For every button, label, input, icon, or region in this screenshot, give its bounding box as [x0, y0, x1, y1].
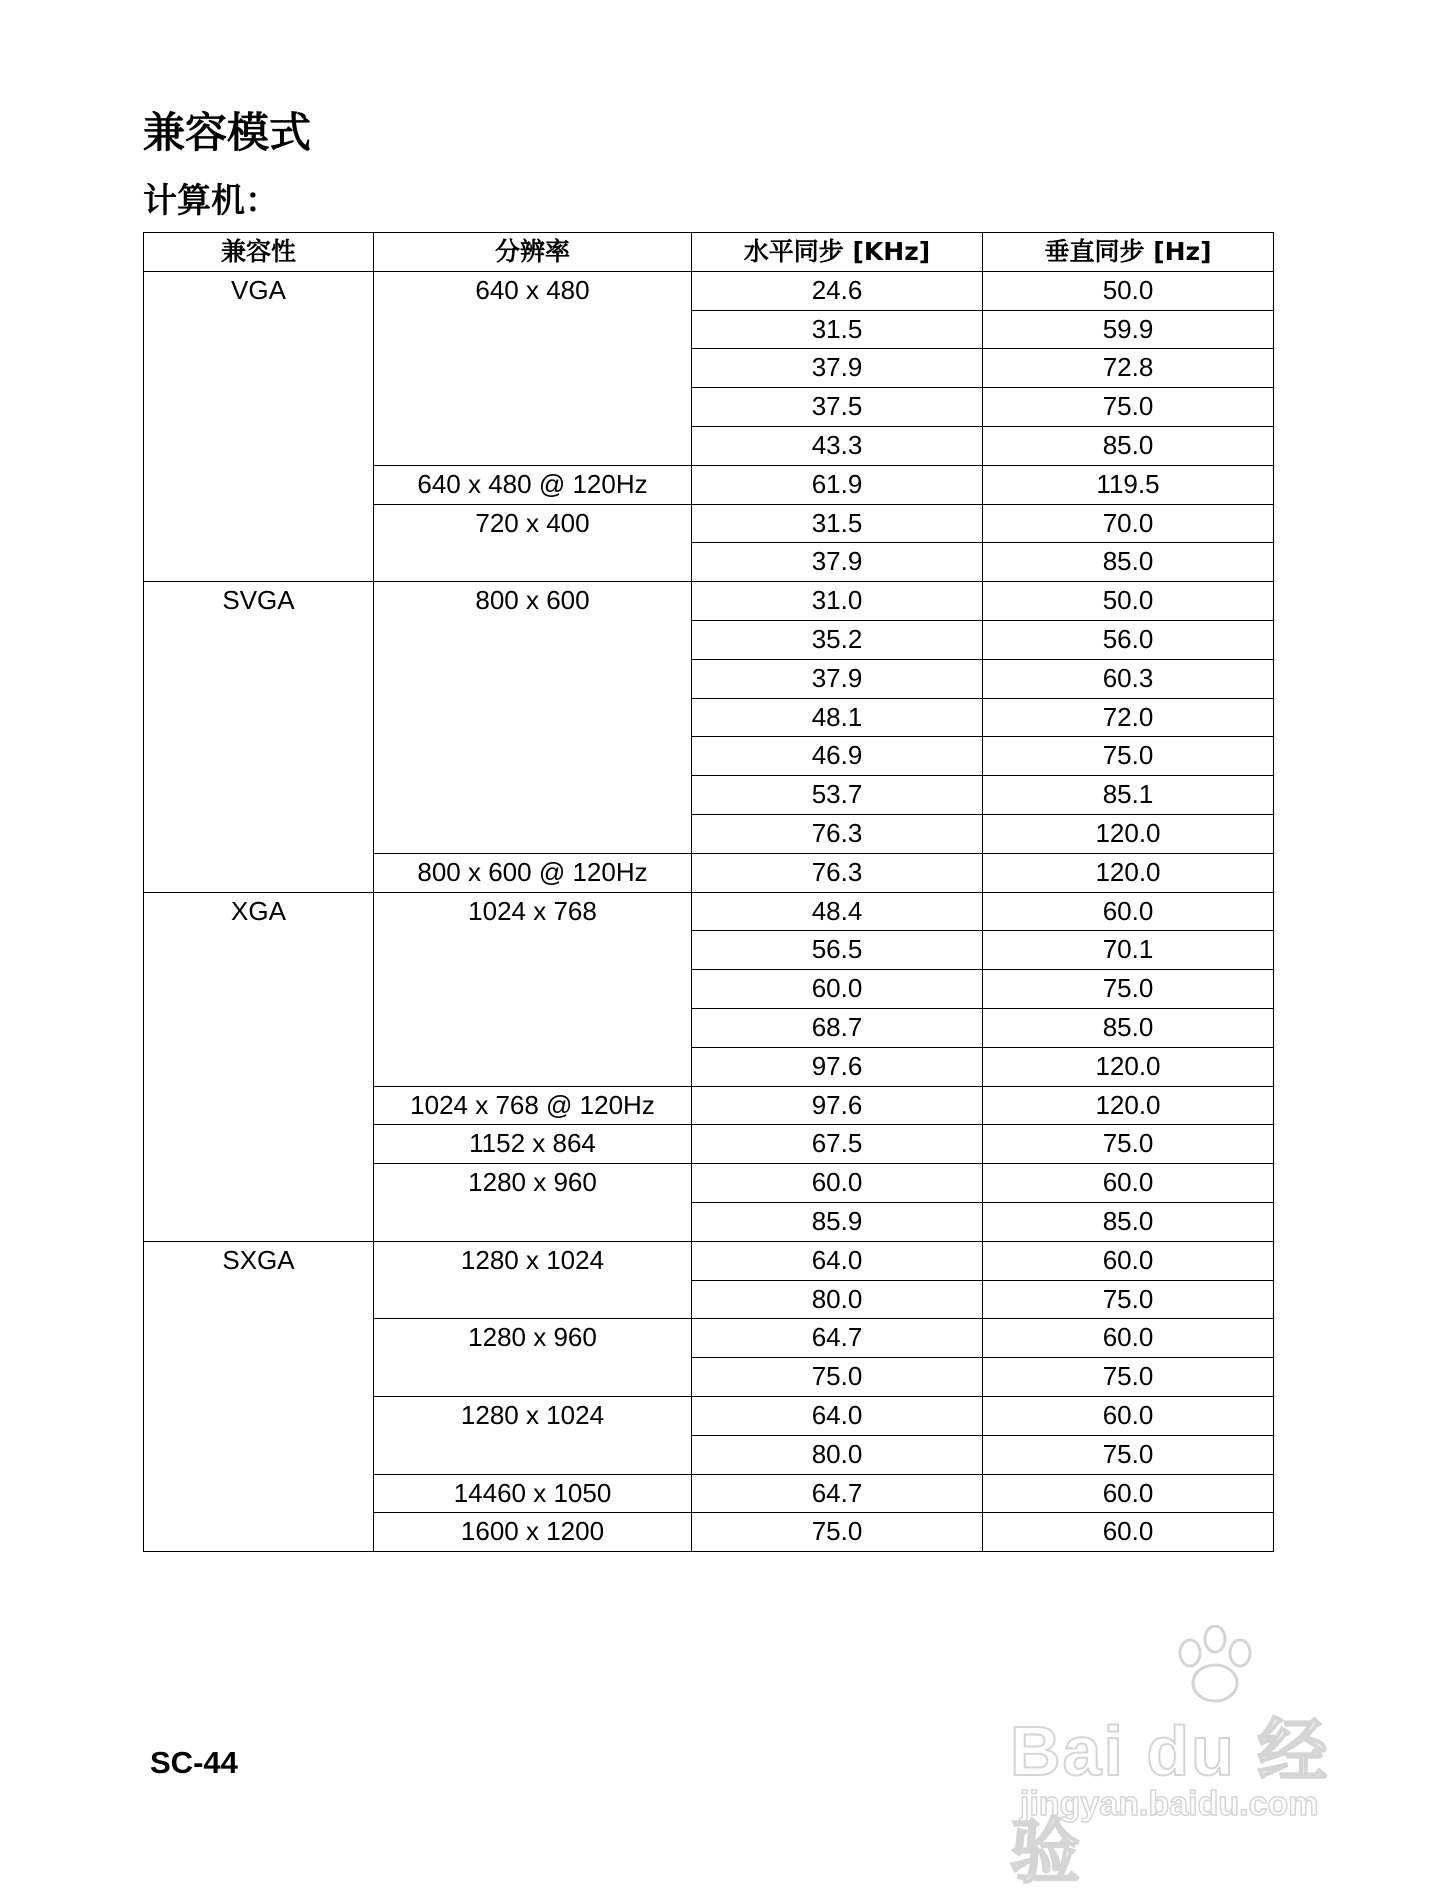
vertical-sync-cell: 75.0 [983, 1358, 1274, 1397]
vertical-sync-cell: 75.0 [983, 1435, 1274, 1474]
horizontal-sync-cell: 60.0 [692, 970, 983, 1009]
vertical-sync-cell: 70.1 [983, 931, 1274, 970]
page-number: SC-44 [150, 1745, 238, 1780]
table-row [144, 582, 1274, 621]
vertical-sync-cell: 120.0 [983, 1047, 1274, 1086]
watermark-brand: Bai du 经验 [1010, 1712, 1330, 1891]
resolution-cell: 640 x 480 [374, 271, 692, 465]
resolution-cell: 1600 x 1200 [374, 1513, 692, 1552]
header-horizontal-sync: 水平同步 [KHz] [692, 233, 983, 272]
vertical-sync-cell: 59.9 [983, 310, 1274, 349]
horizontal-sync-cell: 64.0 [692, 1241, 983, 1280]
horizontal-sync-cell: 97.6 [692, 1047, 983, 1086]
vertical-sync-cell: 120.0 [983, 814, 1274, 853]
horizontal-sync-cell: 53.7 [692, 776, 983, 815]
header-resolution: 分辨率 [374, 233, 692, 272]
vertical-sync-cell: 56.0 [983, 620, 1274, 659]
horizontal-sync-cell: 43.3 [692, 426, 983, 465]
vertical-sync-cell: 72.0 [983, 698, 1274, 737]
horizontal-sync-cell: 31.5 [692, 504, 983, 543]
page-title: 兼容模式 [143, 108, 312, 157]
horizontal-sync-cell: 31.5 [692, 310, 983, 349]
vertical-sync-cell: 120.0 [983, 1086, 1274, 1125]
compatibility-cell: XGA [144, 892, 374, 1241]
vertical-sync-cell: 60.0 [983, 1513, 1274, 1552]
resolution-cell: 1024 x 768 [374, 892, 692, 1086]
horizontal-sync-cell: 75.0 [692, 1513, 983, 1552]
horizontal-sync-cell: 61.9 [692, 465, 983, 504]
horizontal-sync-cell: 48.1 [692, 698, 983, 737]
vertical-sync-cell: 85.1 [983, 776, 1274, 815]
vertical-sync-cell: 60.0 [983, 1319, 1274, 1358]
horizontal-sync-cell: 76.3 [692, 853, 983, 892]
vertical-sync-cell: 60.0 [983, 1396, 1274, 1435]
paw-icon [1160, 1625, 1270, 1705]
vertical-sync-cell: 75.0 [983, 970, 1274, 1009]
vertical-sync-cell: 85.0 [983, 426, 1274, 465]
horizontal-sync-cell: 37.9 [692, 349, 983, 388]
resolution-cell: 1152 x 864 [374, 1125, 692, 1164]
horizontal-sync-cell: 37.5 [692, 388, 983, 427]
resolution-cell: 1024 x 768 @ 120Hz [374, 1086, 692, 1125]
vertical-sync-cell: 75.0 [983, 388, 1274, 427]
horizontal-sync-cell: 68.7 [692, 1008, 983, 1047]
horizontal-sync-cell: 48.4 [692, 892, 983, 931]
horizontal-sync-cell: 37.9 [692, 659, 983, 698]
horizontal-sync-cell: 67.5 [692, 1125, 983, 1164]
vertical-sync-cell: 85.0 [983, 1202, 1274, 1241]
vertical-sync-cell: 60.3 [983, 659, 1274, 698]
horizontal-sync-cell: 76.3 [692, 814, 983, 853]
table-header-row [144, 233, 1274, 272]
horizontal-sync-cell: 60.0 [692, 1164, 983, 1203]
horizontal-sync-cell: 75.0 [692, 1358, 983, 1397]
resolution-cell: 800 x 600 @ 120Hz [374, 853, 692, 892]
horizontal-sync-cell: 64.7 [692, 1319, 983, 1358]
vertical-sync-cell: 75.0 [983, 1125, 1274, 1164]
table-row [144, 1241, 1274, 1280]
table-row [144, 892, 1274, 931]
header-compatibility: 兼容性 [144, 233, 374, 272]
vertical-sync-cell: 85.0 [983, 543, 1274, 582]
baidu-watermark [1010, 1625, 1340, 1891]
table-body [144, 271, 1274, 1551]
resolution-cell: 720 x 400 [374, 504, 692, 582]
vertical-sync-cell: 119.5 [983, 465, 1274, 504]
resolution-cell: 14460 x 1050 [374, 1474, 692, 1513]
horizontal-sync-cell: 46.9 [692, 737, 983, 776]
compatibility-table [143, 232, 1274, 1552]
section-subtitle: 计算机： [143, 181, 279, 221]
horizontal-sync-cell: 97.6 [692, 1086, 983, 1125]
horizontal-sync-cell: 80.0 [692, 1280, 983, 1319]
vertical-sync-cell: 120.0 [983, 853, 1274, 892]
vertical-sync-cell: 75.0 [983, 1280, 1274, 1319]
table-row [144, 271, 1274, 310]
horizontal-sync-cell: 31.0 [692, 582, 983, 621]
horizontal-sync-cell: 85.9 [692, 1202, 983, 1241]
resolution-cell: 640 x 480 @ 120Hz [374, 465, 692, 504]
horizontal-sync-cell: 35.2 [692, 620, 983, 659]
vertical-sync-cell: 75.0 [983, 737, 1274, 776]
vertical-sync-cell: 60.0 [983, 1241, 1274, 1280]
horizontal-sync-cell: 64.0 [692, 1396, 983, 1435]
watermark-url: jingyan.baidu.com [1020, 1785, 1319, 1823]
vertical-sync-cell: 60.0 [983, 892, 1274, 931]
vertical-sync-cell: 60.0 [983, 1474, 1274, 1513]
resolution-cell: 1280 x 960 [374, 1164, 692, 1242]
resolution-cell: 1280 x 1024 [374, 1396, 692, 1474]
horizontal-sync-cell: 80.0 [692, 1435, 983, 1474]
resolution-cell: 1280 x 960 [374, 1319, 692, 1397]
resolution-cell: 800 x 600 [374, 582, 692, 854]
compatibility-cell: SXGA [144, 1241, 374, 1551]
horizontal-sync-cell: 37.9 [692, 543, 983, 582]
horizontal-sync-cell: 24.6 [692, 271, 983, 310]
vertical-sync-cell: 72.8 [983, 349, 1274, 388]
compatibility-cell: SVGA [144, 582, 374, 892]
vertical-sync-cell: 50.0 [983, 271, 1274, 310]
vertical-sync-cell: 60.0 [983, 1164, 1274, 1203]
horizontal-sync-cell: 56.5 [692, 931, 983, 970]
header-vertical-sync: 垂直同步 [Hz] [983, 233, 1274, 272]
vertical-sync-cell: 70.0 [983, 504, 1274, 543]
compatibility-cell: VGA [144, 271, 374, 581]
vertical-sync-cell: 50.0 [983, 582, 1274, 621]
vertical-sync-cell: 85.0 [983, 1008, 1274, 1047]
resolution-cell: 1280 x 1024 [374, 1241, 692, 1319]
horizontal-sync-cell: 64.7 [692, 1474, 983, 1513]
